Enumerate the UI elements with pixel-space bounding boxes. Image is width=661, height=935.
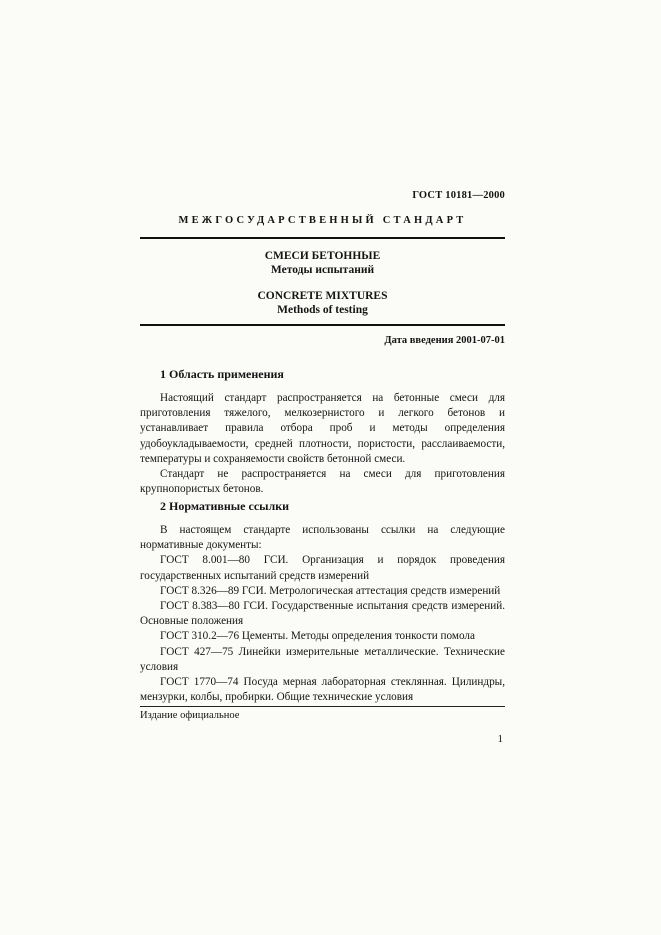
reference-item: ГОСТ 8.001—80 ГСИ. Организация и порядок проведения государственных испытаний средств измерений	[140, 554, 505, 582]
title-ru-main: СМЕСИ БЕТОННЫЕ	[264, 250, 381, 262]
edition-note: Издание официальное	[140, 710, 240, 721]
footer-rule	[140, 706, 505, 707]
introduction-date: Дата введения 2001-07-01	[384, 335, 505, 346]
document-number: ГОСТ 10181—2000	[412, 190, 505, 201]
section-1-paragraph: Настоящий стандарт распространяется на бетонные смеси для приготовления тяжелого, мелкозернистого и легкого бетонов и устанавливает правила отбора проб и методы определения удобоукладываемости, средней плотности, пористости, расслаиваемости, температуры и сохраняемости свойств бетонной смеси.	[140, 392, 505, 465]
section-1-paragraph: Стандарт не распространяется на смеси для приготовления крупнопористых бетонов.	[140, 468, 505, 496]
section-2-heading: 2 Нормативные ссылки	[160, 499, 290, 513]
section-2-body	[140, 523, 505, 705]
title-en-main: CONCRETE MIXTURES	[257, 290, 388, 302]
page-number: 1	[497, 733, 503, 745]
title-en-sub: Methods of testing	[277, 304, 368, 316]
section-1-heading: 1 Область применения	[160, 367, 284, 381]
reference-item: ГОСТ 427—75 Линейки измерительные металлические. Технические условия	[140, 645, 505, 673]
header-rule-bottom	[140, 324, 505, 326]
title-ru	[140, 249, 505, 277]
header-rule-top	[140, 237, 505, 239]
section-1-body	[140, 391, 505, 497]
section-2-intro: В настоящем стандарте использованы ссылки на следующие нормативные документы:	[140, 524, 505, 552]
reference-item: ГОСТ 310.2—76 Цементы. Методы определения тонкости помола	[160, 630, 475, 643]
standard-type-heading: МЕЖГОСУДАРСТВЕННЫЙ СТАНДАРТ	[178, 215, 467, 226]
title-ru-sub: Методы испытаний	[270, 264, 375, 276]
reference-item: ГОСТ 8.326—89 ГСИ. Метрологическая аттестация средств измерений	[160, 584, 501, 597]
reference-item: ГОСТ 1770—74 Посуда мерная лабораторная стеклянная. Цилиндры, мензурки, колбы, пробирки. Общие технические условия	[140, 676, 505, 704]
title-en	[140, 289, 505, 317]
reference-item: ГОСТ 8.383—80 ГСИ. Государственные испытания средств измерений. Основные положения	[140, 600, 505, 628]
